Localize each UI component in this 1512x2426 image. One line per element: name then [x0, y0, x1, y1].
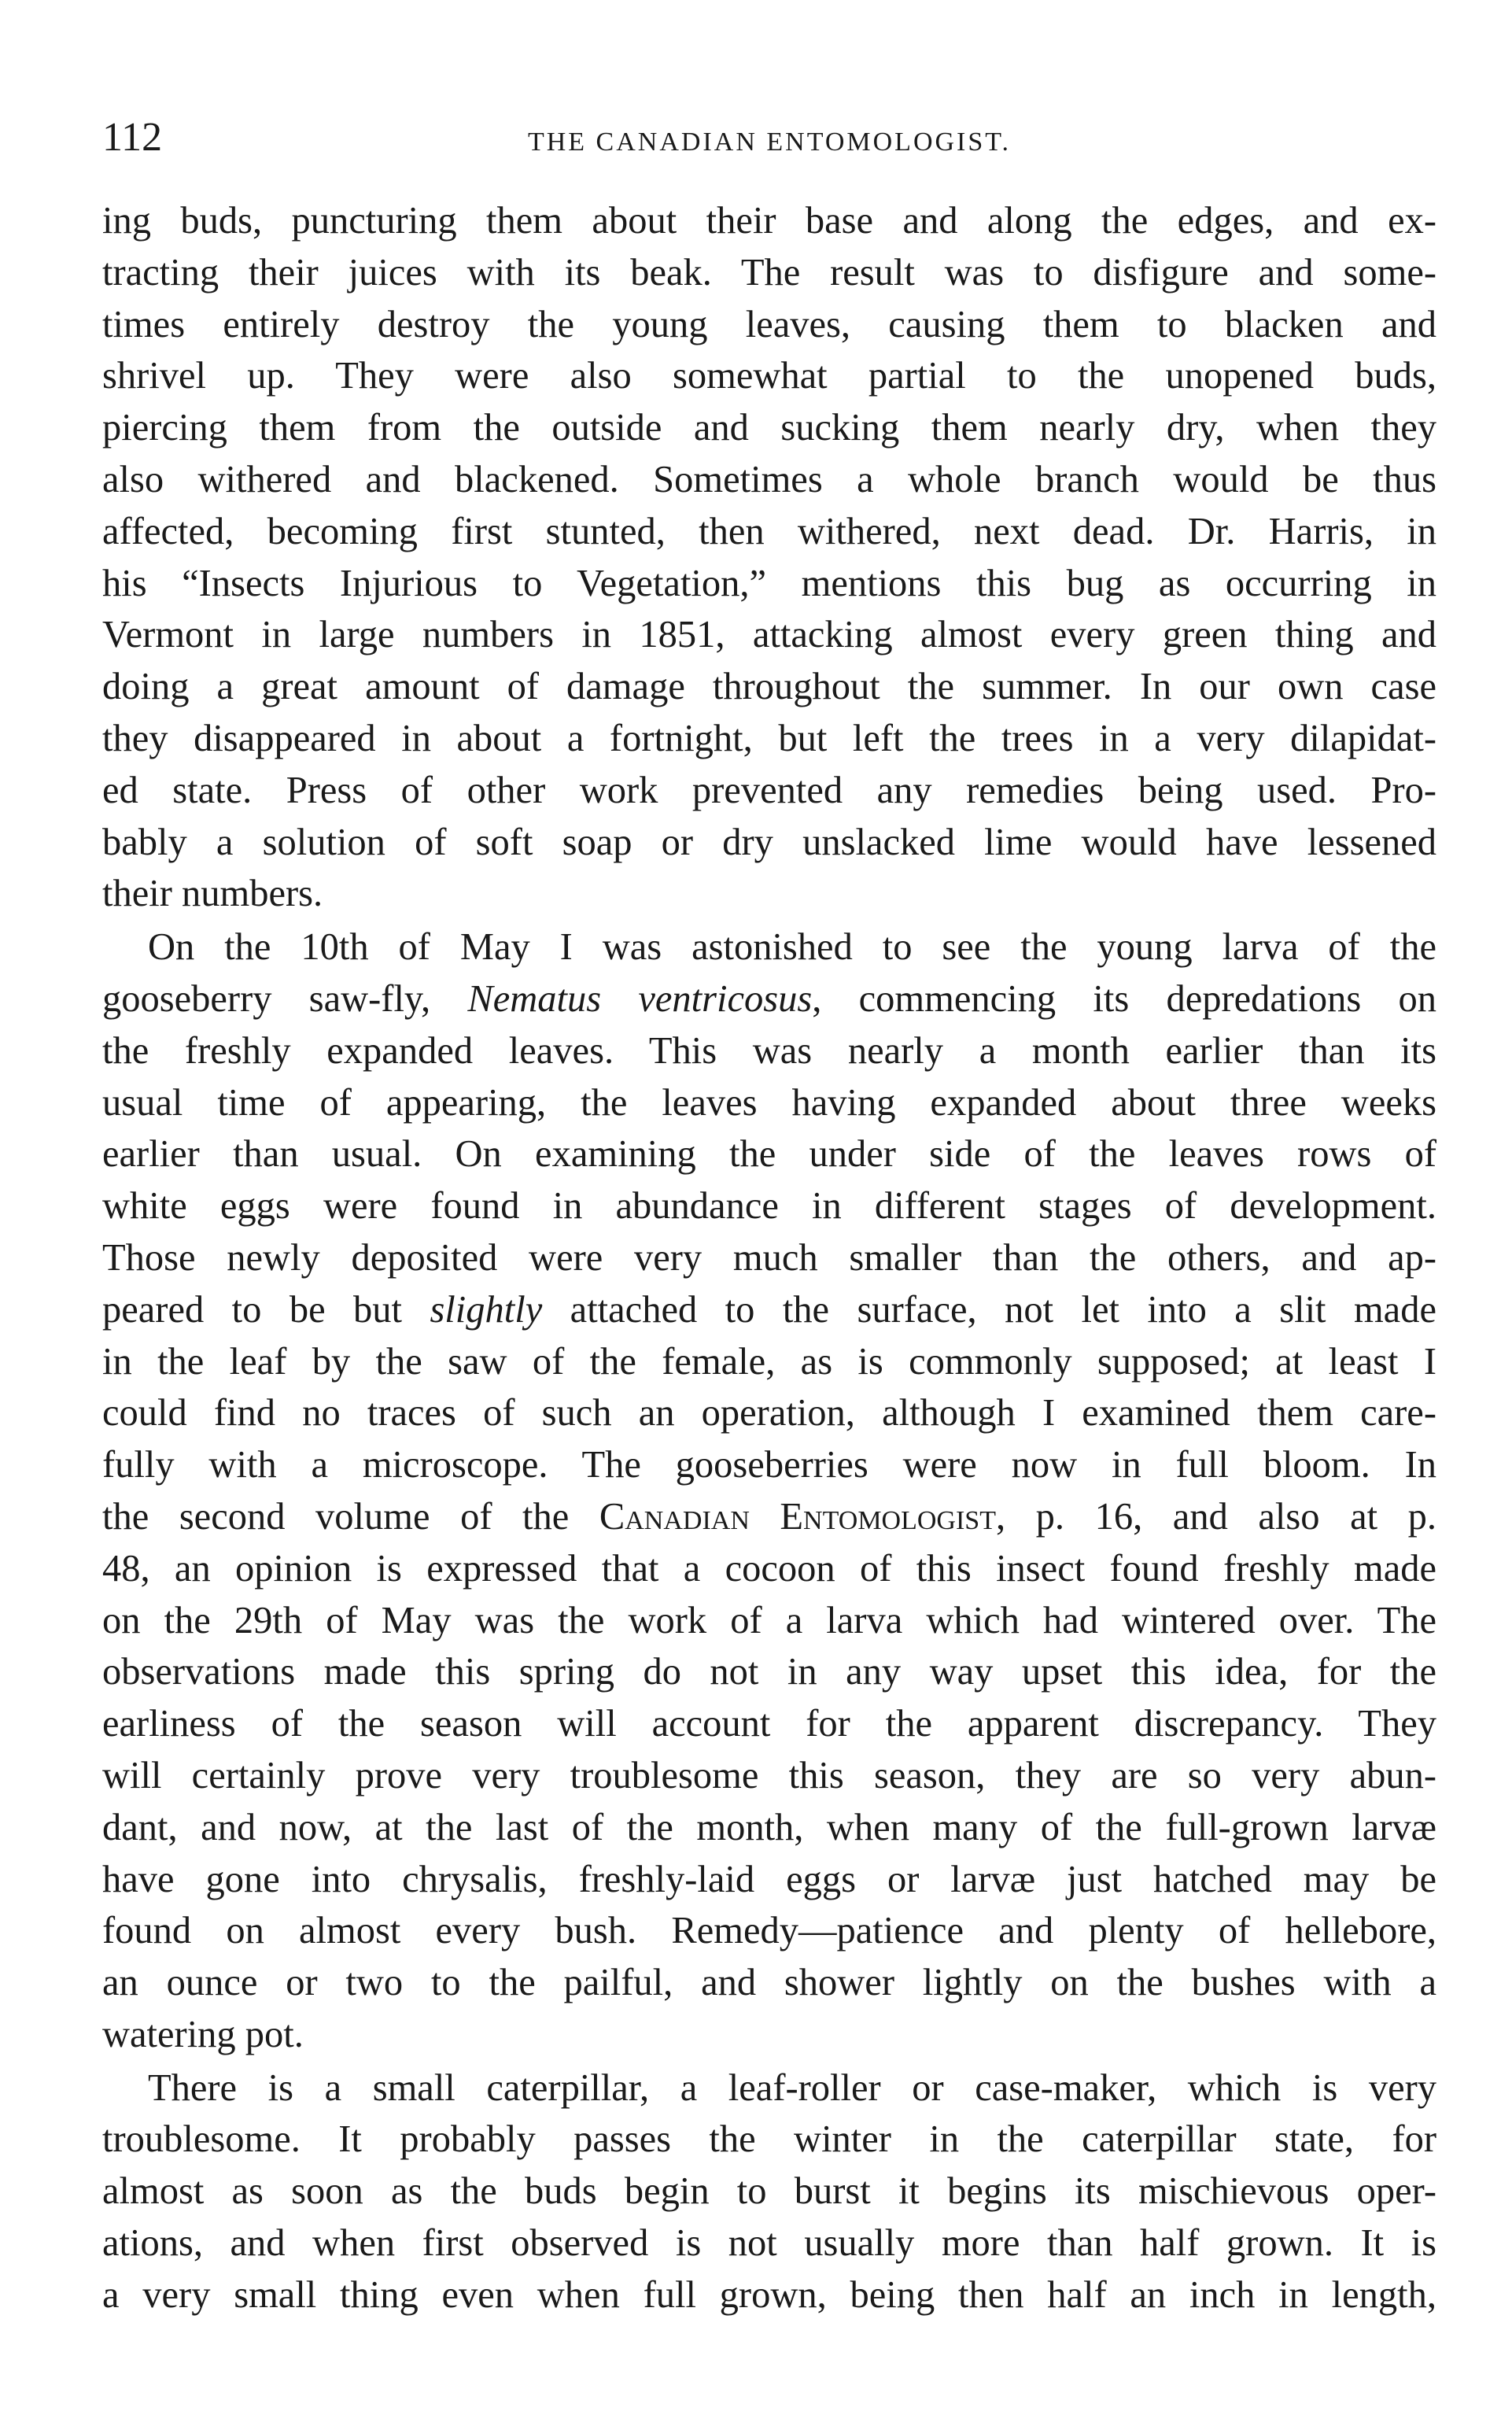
text-line: a very small thing even when full grown, being then half an inch in length,	[102, 2273, 1436, 2316]
text-run: , commencing its depredations on	[812, 977, 1436, 1020]
text-line: on the 29th of May was the work of a larva which had wintered over. The	[102, 1599, 1436, 1641]
paragraph-3	[102, 2062, 1436, 2321]
text-line: On the 10th of May I was astonished to see the young larva of the	[148, 926, 1436, 969]
journal-reference: Canadian Entomologist	[599, 1495, 996, 1538]
species-name: Nematus ventricosus	[467, 977, 813, 1020]
body-text	[102, 195, 1436, 2321]
text-line: Those newly deposited were very much smaller than the others, and ap-	[102, 1236, 1436, 1279]
text-run: , p. 16, and also at p.	[995, 1495, 1437, 1538]
text-line: tracting their juices with its beak. The result was to disfigure and some-	[102, 251, 1436, 294]
text-line: doing a great amount of damage throughout the summer. In our own case	[102, 666, 1436, 708]
journal-title: THE CANADIAN ENTOMOLOGIST.	[527, 127, 1012, 157]
text-line: earlier than usual. On examining the under side of the leaves rows of	[102, 1133, 1436, 1176]
text-line	[102, 973, 1436, 1025]
text-line: observations made this spring do not in any way upset this idea, for the	[102, 1651, 1436, 1693]
text-line: usual time of appearing, the leaves having expanded about three weeks	[102, 1081, 1436, 1124]
text-run: gooseberry saw-fly,	[102, 977, 468, 1020]
text-line: also withered and blackened. Sometimes a whole branch would be thus	[102, 458, 1436, 500]
text-line: troublesome. It probably passes the winter in the caterpillar state, for	[102, 2118, 1436, 2161]
text-line: they disappeared in about a fortnight, but left the trees in a very dilapidat-	[102, 717, 1436, 759]
text-line: Vermont in large numbers in 1851, attacking almost every green thing and	[102, 614, 1436, 656]
text-line	[102, 1491, 1436, 1543]
text-line: in the leaf by the saw of the female, as is commonly supposed; at least I	[102, 1340, 1436, 1383]
text-line: bably a solution of soft soap or dry unslacked lime would have lessened	[102, 821, 1436, 863]
text-line: his “Insects Injurious to Vegetation,” mentions this bug as occurring in	[102, 562, 1436, 604]
text-line: dant, and now, at the last of the month, when many of the full-grown larvæ	[102, 1806, 1436, 1848]
text-line: earliness of the season will account for the apparent discrepancy. They	[102, 1703, 1436, 1745]
text-run: attached to the surface, not let into a slit made	[542, 1288, 1436, 1331]
text-line: watering pot.	[102, 2013, 304, 2055]
text-line: have gone into chrysalis, freshly-laid eggs or larvæ just hatched may be	[102, 1858, 1436, 1900]
text-line: will certainly prove very troublesome this season, they are so very abun-	[102, 1754, 1436, 1796]
text-line: an ounce or two to the pailful, and shower lightly on the bushes with a	[102, 1962, 1436, 2004]
text-line: 48, an opinion is expressed that a cocoon of this insect found freshly made	[102, 1547, 1436, 1590]
text-line: shrivel up. They were also somewhat partial to the unopened buds,	[102, 355, 1436, 397]
running-head	[102, 110, 1436, 165]
paragraph-1	[102, 195, 1436, 920]
text-run: the second volume of the	[102, 1495, 599, 1538]
text-line: could find no traces of such an operation, although I examined them care-	[102, 1392, 1436, 1435]
paragraph-2	[102, 921, 1436, 2061]
text-line: found on almost every bush. Remedy—patience and plenty of hellebore,	[102, 1910, 1436, 1952]
text-line	[102, 1284, 1436, 1336]
text-line: times entirely destroy the young leaves, causing them to blacken and	[102, 303, 1436, 345]
text-line: their numbers.	[102, 873, 323, 915]
text-line: the freshly expanded leaves. This was nearly a month earlier than its	[102, 1029, 1436, 1072]
text-line: affected, becoming first stunted, then withered, next dead. Dr. Harris, in	[102, 510, 1436, 552]
document-page	[102, 110, 1436, 2321]
text-line: fully with a microscope. The gooseberries were now in full bloom. In	[102, 1444, 1436, 1486]
text-line: ed state. Press of other work prevented any remedies being used. Pro-	[102, 769, 1436, 811]
emphasis: slightly	[430, 1288, 543, 1331]
text-line: piercing them from the outside and sucking them nearly dry, when they	[102, 407, 1436, 449]
text-line: There is a small caterpillar, a leaf-roller or case-maker, which is very	[148, 2066, 1436, 2109]
text-run: peared to be but	[102, 1288, 430, 1331]
text-line: ing buds, puncturing them about their base and along the edges, and ex-	[102, 200, 1436, 242]
text-line: white eggs were found in abundance in different stages of development.	[102, 1185, 1436, 1228]
page-number: 112	[102, 115, 163, 160]
text-line: ations, and when first observed is not usually more than half grown. It is	[102, 2222, 1436, 2265]
text-line: almost as soon as the buds begin to burst it begins its mischievous oper-	[102, 2170, 1436, 2213]
